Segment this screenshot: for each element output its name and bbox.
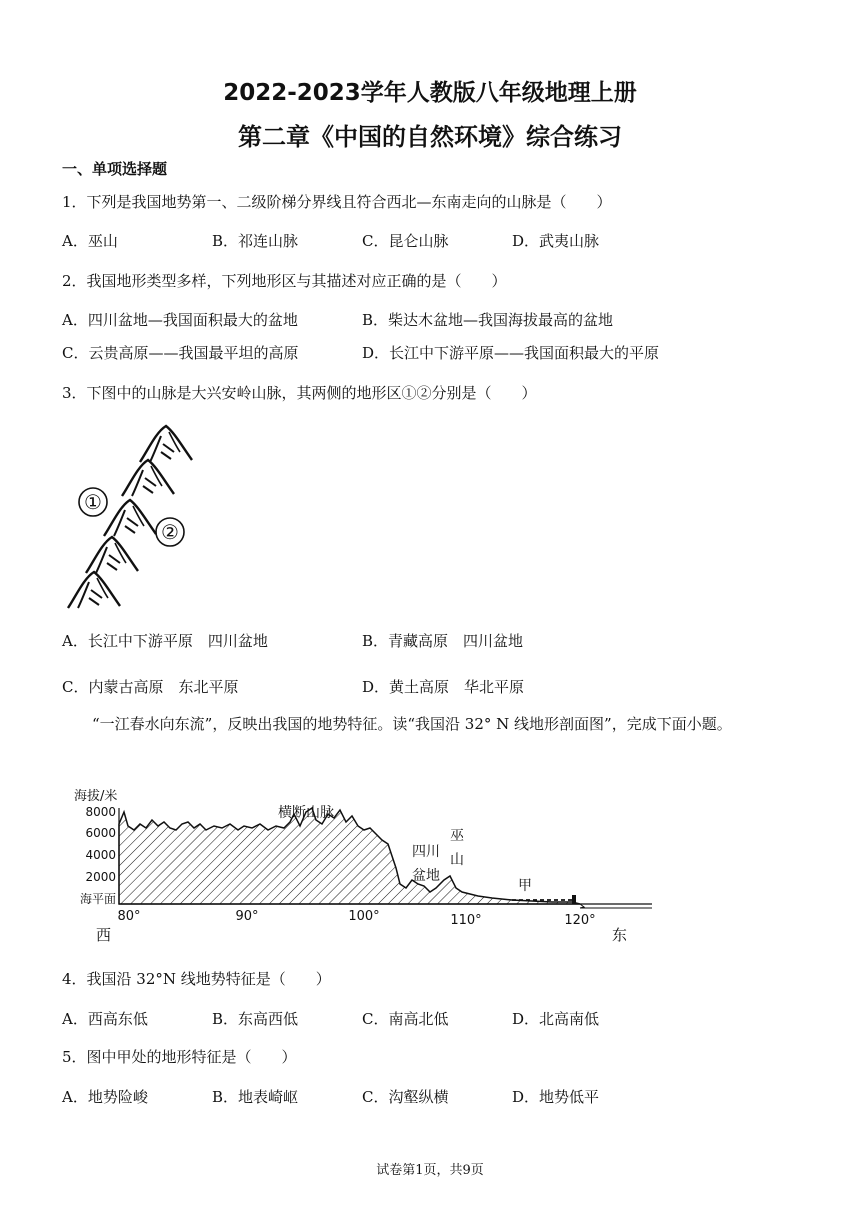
question-2-option-a: A．四川盆地—我国面积最大的盆地 [62, 311, 298, 329]
question-1-option-d: D．武夷山脉 [512, 232, 600, 250]
question-2-option-c: C．云贵高原——我国最平坦的高原 [62, 344, 299, 362]
question-5-option-b: B．地表崎岖 [212, 1088, 299, 1106]
question-4-option-c: C．南高北低 [362, 1010, 449, 1028]
section-heading: 一、单项选择题 [62, 160, 168, 178]
question-3-option-a: A．长江中下游平原 四川盆地 [62, 632, 268, 650]
title-line-2: 第二章《中国的自然环境》综合练习 [238, 123, 622, 151]
question-4-stem: 4．我国沿 32°N 线地势特征是（ ） [62, 970, 331, 988]
question-1-option-c: C．昆仑山脉 [362, 232, 449, 250]
page-footer: 试卷第1页，共9页 [376, 1163, 484, 1178]
mountain-icon [122, 460, 174, 496]
question-5-option-c: C．沟壑纵横 [362, 1088, 449, 1106]
label-sichuan-basin-1: 四川 [412, 844, 440, 860]
x-tick-110: 110° [450, 913, 482, 928]
label-hengduan-mountains: 横断山脉 [278, 805, 334, 821]
mountain-icon [86, 537, 138, 573]
mountain-icon [140, 426, 192, 462]
question-2-option-b: B．柴达木盆地—我国海拔最高的盆地 [362, 311, 614, 329]
y-tick-4000: 4000 [85, 848, 116, 862]
question-1-option-a: A．巫山 [62, 232, 118, 250]
y-tick-8000: 8000 [85, 805, 116, 819]
question-5-option-d: D．地势低平 [512, 1088, 600, 1106]
question-1-stem: 1．下列是我国地势第一、二级阶梯分界线且符合西北—东南走向的山脉是（ ） [62, 193, 612, 211]
mountain-range-figure [62, 418, 212, 613]
y-tick-6000: 6000 [85, 826, 116, 840]
label-jia: 甲 [518, 878, 532, 894]
x-tick-100: 100° [348, 909, 380, 924]
region-1-label: ① [84, 490, 102, 514]
label-sichuan-basin-2: 盆地 [412, 868, 440, 884]
question-3-option-d: D．黄土高原 华北平原 [362, 678, 525, 696]
question-5-option-a: A．地势险峻 [62, 1088, 148, 1106]
passage-text: “一江春水向东流”，反映出我国的地势特征。读“我国沿 32° N 线地形剖面图”，完成下面小题。 [92, 715, 732, 733]
mountain-icon [68, 572, 120, 608]
label-wushan-2: 山 [450, 852, 464, 868]
y-tick-2000: 2000 [85, 870, 116, 884]
title-line-1: 2022-2023学年人教版八年级地理上册 [223, 80, 637, 106]
terrain-profile-area [119, 808, 580, 904]
question-1-option-b: B．祁连山脉 [212, 232, 299, 250]
label-west: 西 [96, 926, 112, 944]
region-2-label: ② [161, 520, 179, 544]
y-axis-title: 海拔/米 [74, 789, 118, 804]
x-tick-80: 80° [117, 909, 141, 924]
question-2-option-d: D．长江中下游平原——我国面积最大的平原 [362, 344, 660, 362]
question-3-stem: 3．下图中的山脉是大兴安岭山脉，其两侧的地形区①②分别是（ ） [62, 384, 537, 402]
question-5-stem: 5．图中甲处的地形特征是（ ） [62, 1048, 297, 1066]
x-tick-120: 120° [564, 913, 596, 928]
question-3-option-c: C．内蒙古高原 东北平原 [62, 678, 239, 696]
x-tick-90: 90° [235, 909, 259, 924]
question-3-option-b: B．青藏高原 四川盆地 [362, 632, 524, 650]
question-4-option-b: B．东高西低 [212, 1010, 299, 1028]
question-4-option-a: A．西高东低 [62, 1010, 148, 1028]
mountain-icon [104, 500, 156, 536]
terrain-profile-figure [72, 784, 662, 946]
y-tick-sea-level: 海平面 [79, 892, 116, 906]
label-wushan-1: 巫 [450, 828, 464, 844]
label-east: 东 [612, 926, 628, 944]
question-4-option-d: D．北高南低 [512, 1010, 600, 1028]
question-2-stem: 2．我国地形类型多样，下列地形区与其描述对应正确的是（ ） [62, 272, 507, 290]
